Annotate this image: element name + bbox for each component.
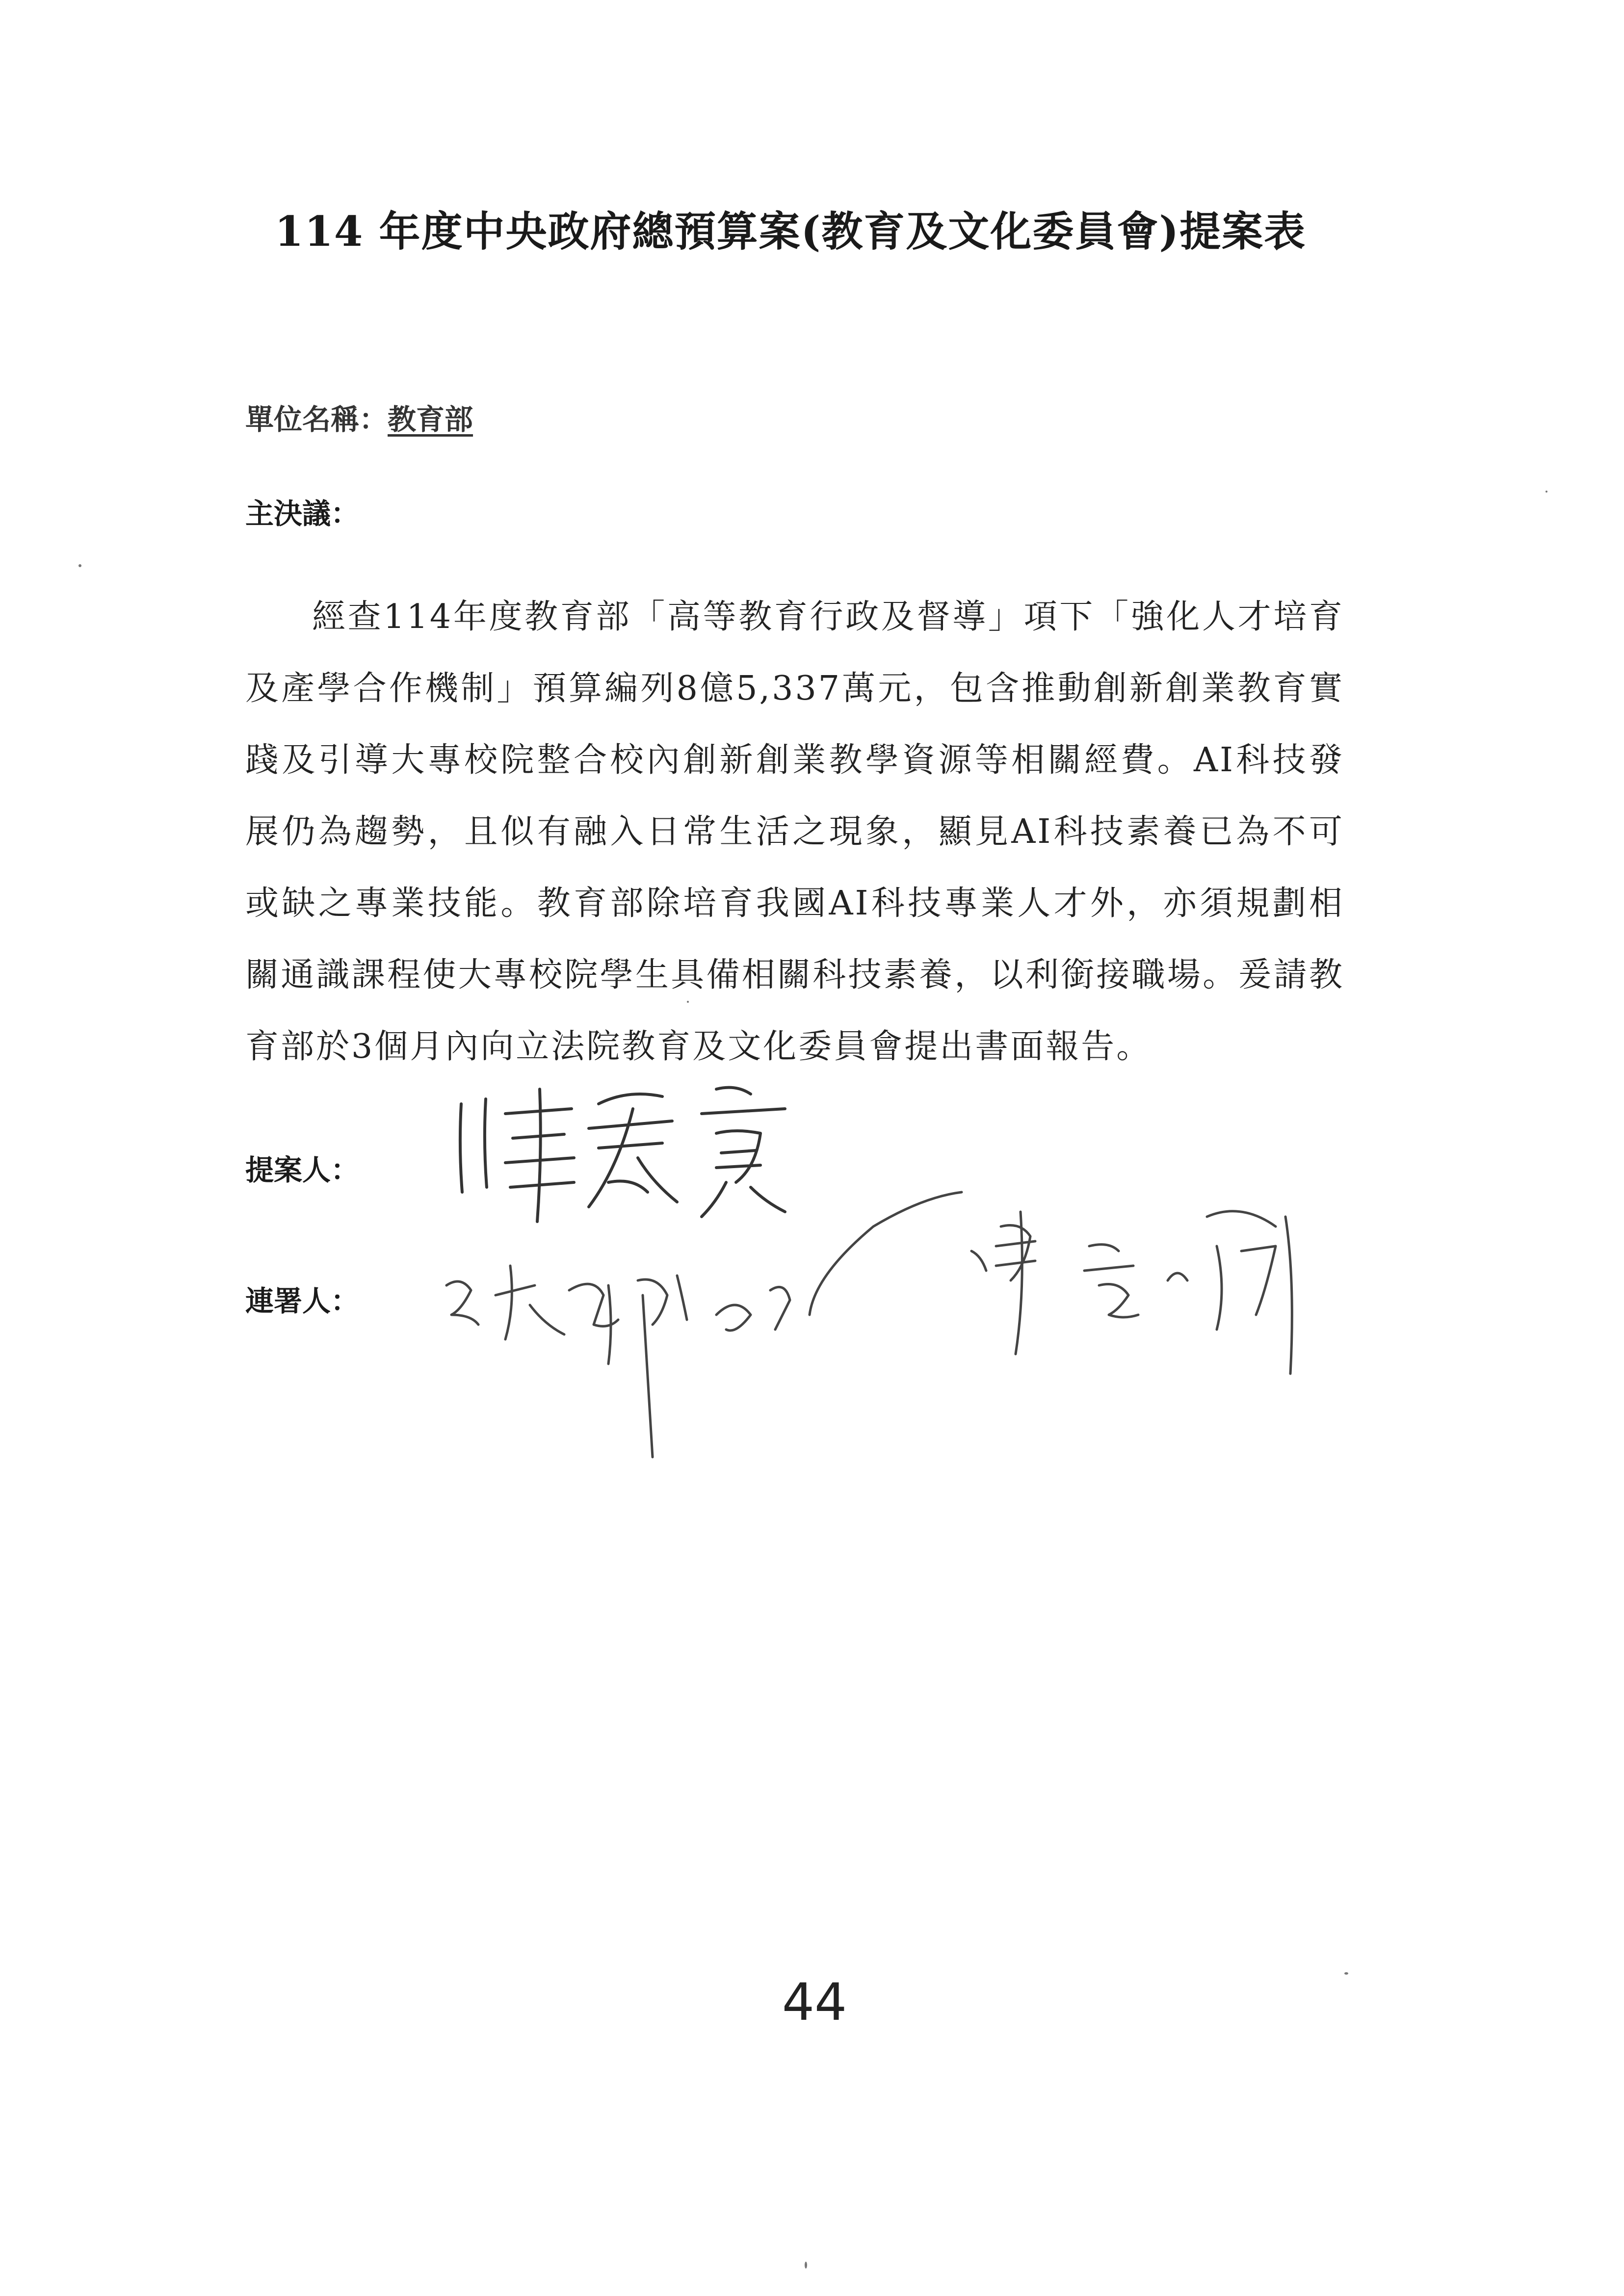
cosigner-label: 連署人：	[245, 1284, 360, 1318]
scan-speck	[1545, 491, 1547, 493]
scan-speck	[687, 1001, 689, 1003]
page-number: 44	[782, 1972, 847, 2032]
unit-value: 教育部	[388, 403, 473, 436]
document-title: 114 年度中央政府總預算案(教育及文化委員會)提案表	[275, 207, 1307, 256]
cosigner-signatures	[432, 1168, 1339, 1472]
resolution-body: 經查114年度教育部「高等教育行政及督導」項下「強化人才培育及產學合作機制」預算編列8億5,337萬元，包含推動創新創業教育實踐及引導大專校院整合校內創新創業教學資源等相關經費。AI科技發展仍為趨勢，且似有融入日常生活之現象，顯見AI科技素養已為不可或缺之專業技能。教育部除培育我國AI科技專業人才外，亦須規劃相關通識課程使大專校院學生具備相關科技素養，以利銜接職場。爰請教育部於3個月內向立法院教育及文化委員會提出書面報告。	[245, 598, 1344, 1066]
proposer-label: 提案人：	[245, 1153, 360, 1187]
scan-speck	[1344, 1972, 1348, 1975]
resolution-label: 主決議：	[245, 497, 360, 530]
unit-label: 單位名稱：	[245, 403, 388, 436]
scan-speck	[79, 564, 81, 567]
unit-field	[245, 396, 473, 438]
scan-speck	[805, 2262, 807, 2269]
